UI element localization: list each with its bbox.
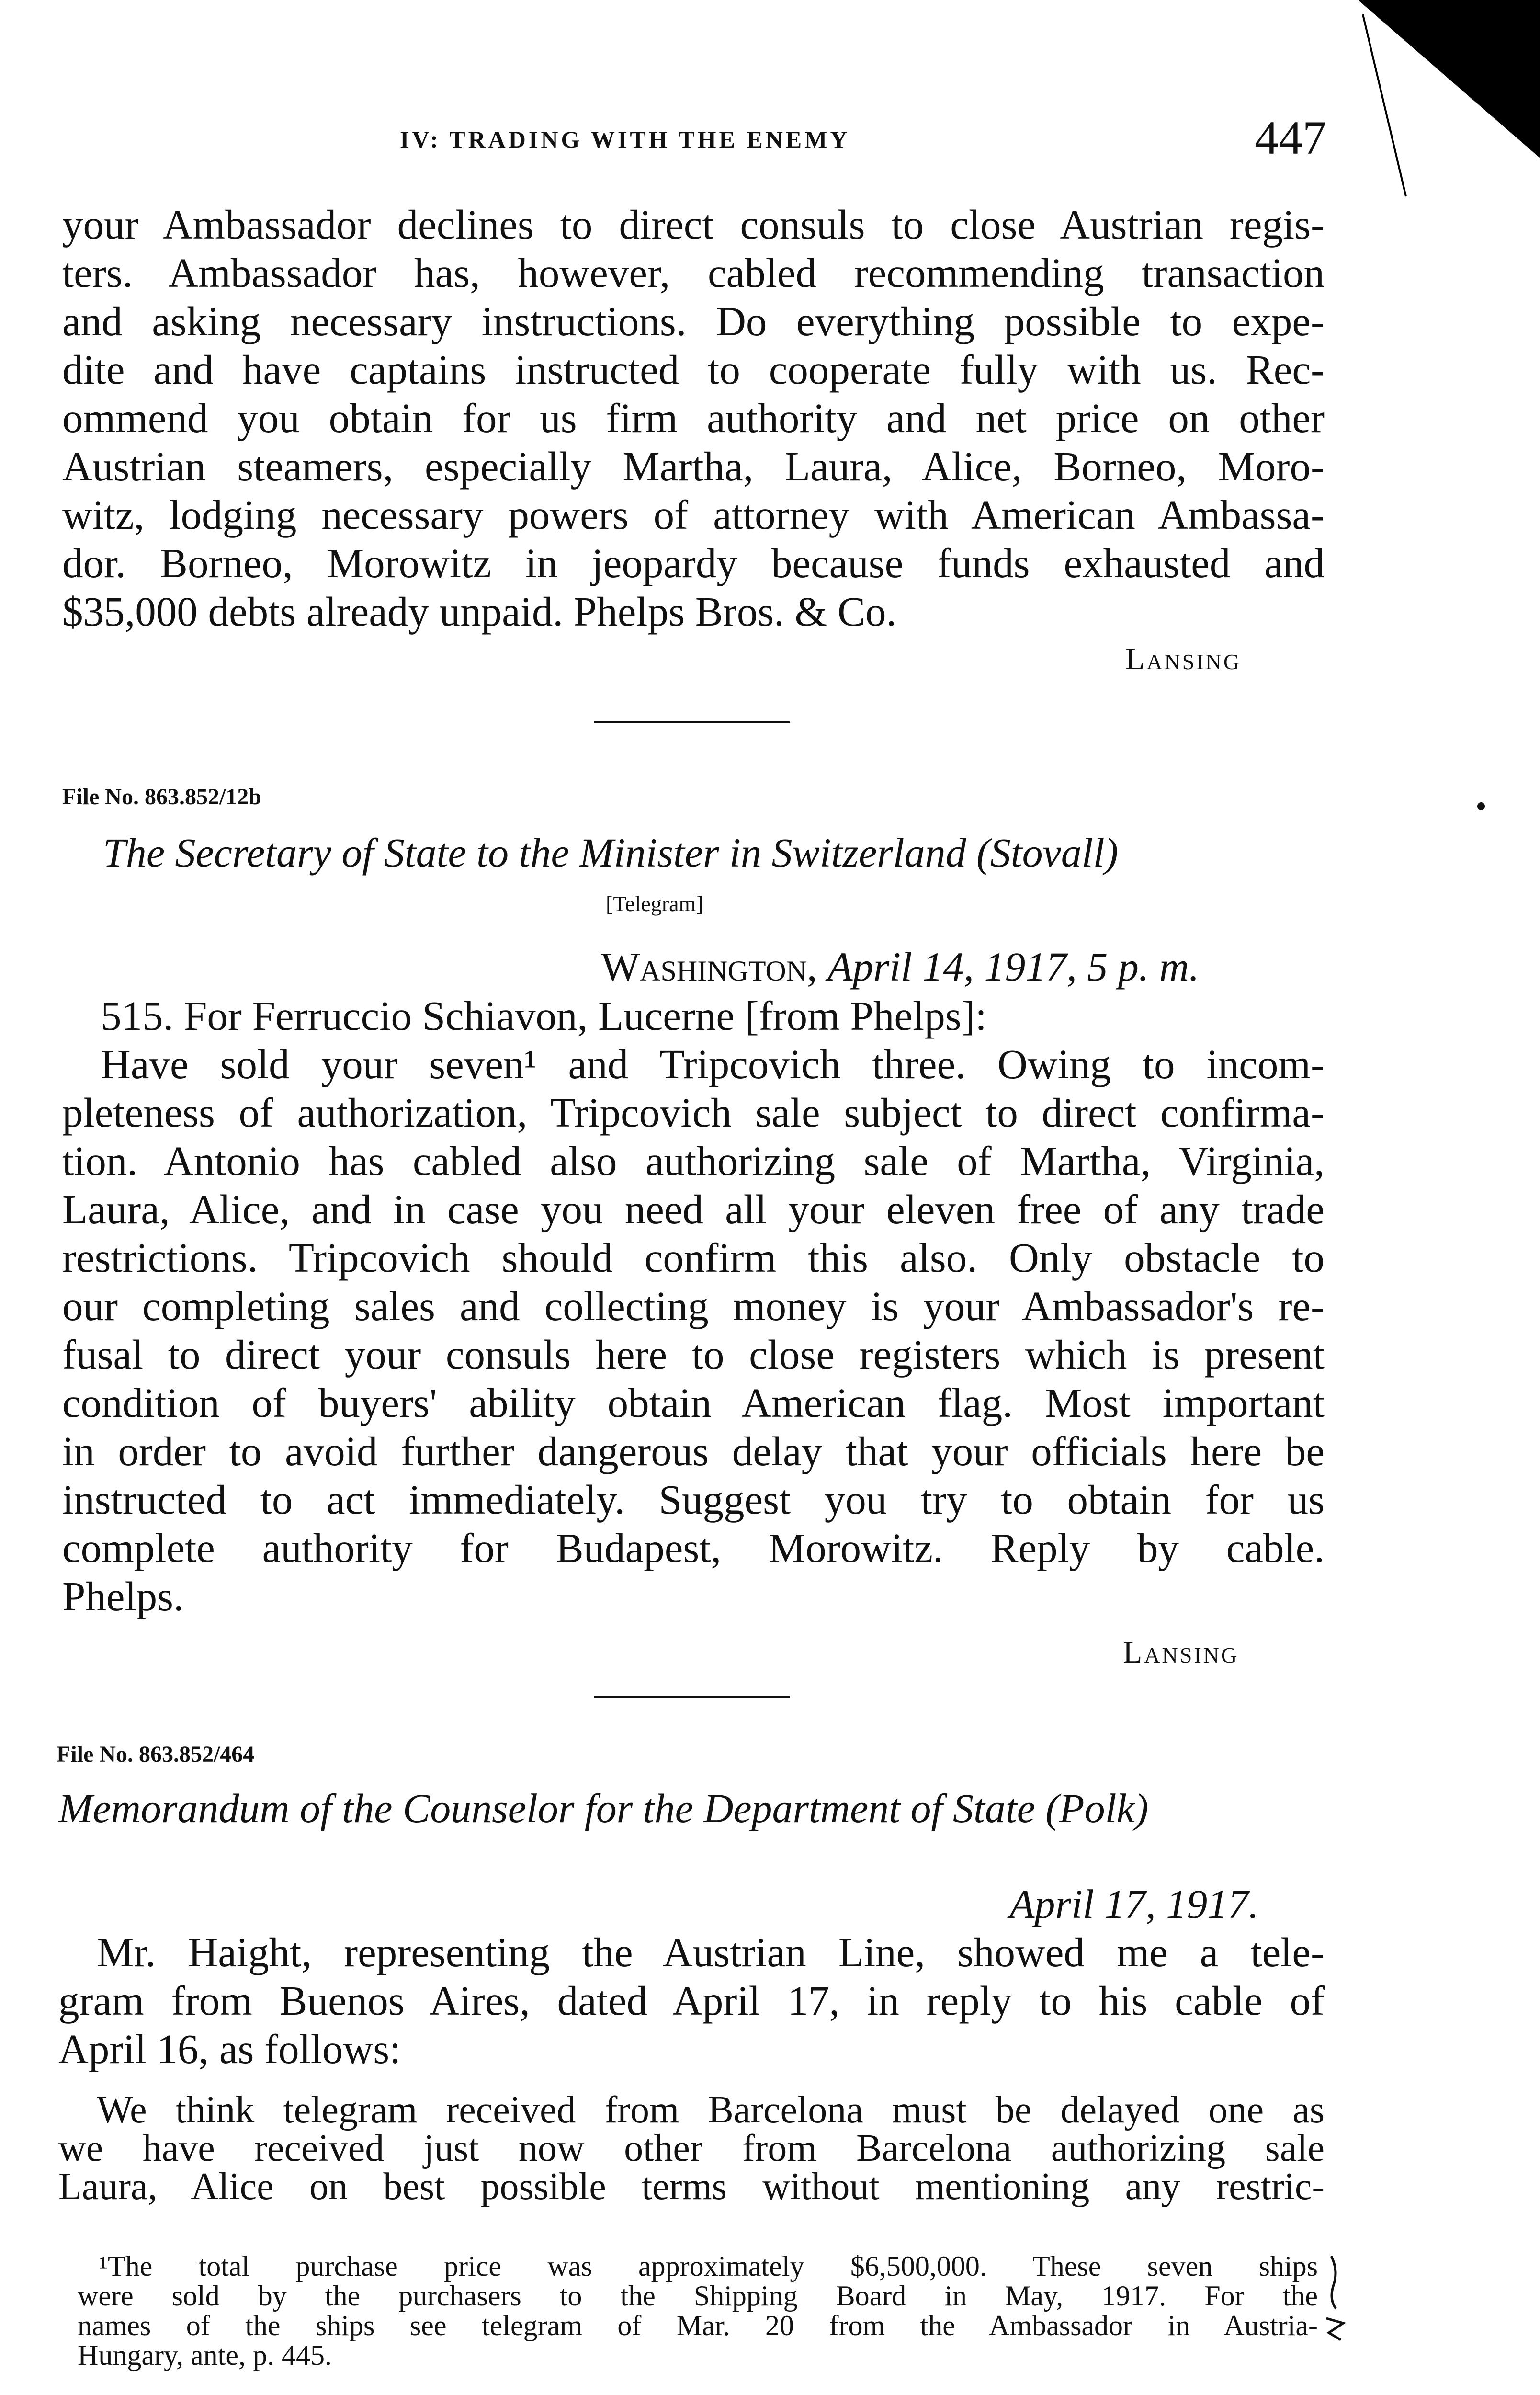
text-line: ommend you obtain for us firm authority and net price on other <box>62 395 1325 441</box>
document-heading: Memorandum of the Counselor for the Department of State (Polk) <box>58 1785 1149 1831</box>
signature-lansing: Lansing <box>1123 1635 1239 1670</box>
dateline-date: April 14, 1917, 5 p. m. <box>827 944 1200 990</box>
text-line: pleteness of authorization, Tripcovich sale subject to direct confirma- <box>62 1089 1325 1136</box>
text-line: Phelps. <box>62 1573 184 1619</box>
telegram-tag: [Telegram] <box>606 891 703 916</box>
text-line: dor. Borneo, Morowitz in jeopardy because funds exhausted and <box>62 540 1325 586</box>
footnote-line: Hungary, ante, p. 445. <box>78 2339 332 2371</box>
quoted-telegram <box>58 2091 1325 2206</box>
text-line: Have sold your seven¹ and Tripcovich three. Owing to incom- <box>101 1041 1325 1087</box>
running-head: IV: TRADING WITH THE ENEMY <box>400 126 850 153</box>
text-line: tion. Antonio has cabled also authorizing sale of Martha, Virginia, <box>62 1138 1325 1184</box>
document-heading: The Secretary of State to the Minister in Switzerland (Stovall) <box>103 830 1119 876</box>
text-line: 515. For Ferruccio Schiavon, Lucerne [from Phelps]: <box>101 992 987 1039</box>
text-line: gram from Buenos Aires, dated April 17, in reply to his cable of <box>58 1977 1325 2024</box>
dateline-place: Washington, <box>601 944 817 990</box>
text-line: fusal to direct your consuls here to close registers which is present <box>62 1331 1325 1378</box>
text-line: Laura, Alice on best possible terms without mentioning any restric- <box>58 2166 1325 2208</box>
text-line: condition of buyers' ability obtain American flag. Most important <box>62 1380 1325 1426</box>
text-line: Austrian steamers, especially Martha, Laura, Alice, Borneo, Moro- <box>62 443 1325 490</box>
section1-body <box>62 200 1325 636</box>
text-line: Mr. Haight, representing the Austrian Line, showed me a tele- <box>97 1929 1325 1975</box>
page-number: 447 <box>1255 111 1326 164</box>
dateline <box>601 943 1199 991</box>
page-corner-mark <box>1358 0 1540 201</box>
text-line: complete authority for Budapest, Morowitz. Reply by cable. <box>62 1525 1325 1571</box>
section3-body <box>58 1928 1325 2073</box>
memorandum-date: April 17, 1917. <box>1009 1881 1259 1927</box>
footnote-line: ¹The total purchase price was approximately $6,500,000. These seven ships <box>99 2250 1318 2282</box>
section2-body <box>62 992 1325 1620</box>
text-line: restrictions. Tripcovich should confirm this also. Only obstacle to <box>62 1234 1325 1281</box>
footnote-line: were sold by the purchasers to the Shipping Board in May, 1917. For the <box>78 2280 1318 2312</box>
text-line: We think telegram received from Barcelona must be delayed one as <box>97 2089 1325 2131</box>
file-number: File No. 863.852/464 <box>57 1742 255 1767</box>
section-divider <box>594 721 790 723</box>
text-line: ters. Ambassador has, however, cabled recommending transaction <box>62 250 1325 296</box>
footnote-line: names of the ships see telegram of Mar. 20 from the Ambassador in Austria- <box>78 2310 1318 2341</box>
text-line: instructed to act immediately. Suggest you try to obtain for us <box>62 1476 1325 1523</box>
text-line: dite and have captains instructed to cooperate fully with us. Rec- <box>62 346 1325 393</box>
file-number: File No. 863.852/12b <box>62 784 261 810</box>
text-line: April 16, as follows: <box>58 2026 401 2072</box>
text-line: $35,000 debts already unpaid. Phelps Bros. & Co. <box>62 588 897 635</box>
text-line: witz, lodging necessary powers of attorney with American Ambassa- <box>62 491 1325 538</box>
signature-lansing: Lansing <box>1125 641 1242 676</box>
margin-bracket-mark <box>1322 2251 1350 2366</box>
text-line: we have received just now other from Barcelona authorizing sale <box>58 2127 1325 2169</box>
footnote <box>78 2251 1318 2370</box>
text-line: in order to avoid further dangerous delay that your officials here be <box>62 1428 1325 1474</box>
text-line: our completing sales and collecting money is your Ambassador's re- <box>62 1283 1325 1329</box>
margin-dot <box>1477 802 1485 810</box>
text-line: and asking necessary instructions. Do everything possible to expe- <box>62 298 1325 344</box>
text-line: Laura, Alice, and in case you need all your eleven free of any trade <box>62 1186 1325 1232</box>
text-line: your Ambassador declines to direct consuls to close Austrian regis- <box>62 201 1325 248</box>
section-divider <box>594 1696 790 1698</box>
